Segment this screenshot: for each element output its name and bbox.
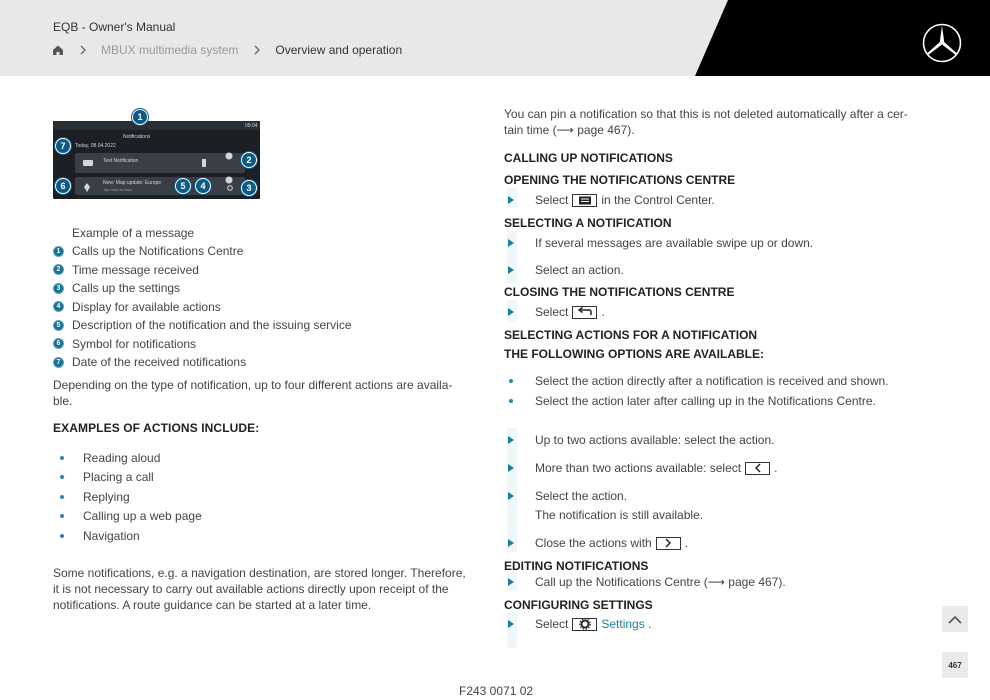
legend-text: Display for available actions: [72, 299, 221, 314]
heading-options: THE FOLLOWING OPTIONS ARE AVAILABLE:: [504, 347, 764, 361]
heading-selecting-actions: SELECTING ACTIONS FOR A NOTIFICATION: [504, 328, 758, 342]
settings-gear-icon[interactable]: [572, 618, 597, 631]
legend-text: Description of the notification and the issuing service: [72, 318, 352, 333]
heading-calling-up: CALLING UP NOTIFICATIONS: [504, 151, 673, 165]
callout-5: 5: [175, 178, 191, 194]
screen-item-1: Test Notification: [103, 158, 139, 164]
legend-number: 7: [53, 357, 64, 368]
paragraph-line: tain time (⟶ page 467).: [504, 123, 635, 137]
notifications-centre-button-icon[interactable]: [572, 194, 597, 207]
paragraph-line: Depending on the type of notification, up to four different actions are availa-: [53, 378, 453, 392]
legend-number: 3: [53, 283, 64, 294]
option-item: Select the action directly after a notification is received and shown.: [509, 373, 889, 389]
breadcrumb: [52, 42, 402, 58]
dots-icon: [201, 159, 207, 167]
step-arrow-icon: [508, 464, 514, 472]
figure-caption: Example of a message: [72, 226, 195, 240]
paragraph-line: ble.: [53, 394, 73, 408]
option-item: Select the action later after calling up in the Notifications Centre.: [509, 393, 876, 409]
list-item: Replying: [60, 487, 202, 507]
heading-closing: CLOSING THE NOTIFICATIONS CENTRE: [504, 285, 735, 299]
legend-number: 4: [53, 301, 64, 312]
callout-6: 6: [55, 178, 71, 194]
legend-text: Calls up the settings: [72, 281, 181, 296]
paragraph-line: notifications. A route guidance can be started at a later time.: [53, 598, 372, 612]
paragraph-line: Some notifications, e.g. a navigation destination, are stored longer. Therefore,: [53, 566, 466, 580]
step-close: Select .: [508, 304, 605, 320]
step-edit: Call up the Notifications Centre (⟶ page 467).: [508, 574, 786, 590]
chevron-right-icon: [79, 45, 87, 55]
legend-number: 1: [53, 246, 64, 257]
legend-number: 6: [53, 338, 64, 349]
heading-editing: EDITING NOTIFICATIONS: [504, 559, 649, 573]
step-arrow-icon: [508, 578, 514, 586]
chevron-up-icon: [948, 615, 962, 624]
list-item: Reading aloud: [60, 448, 202, 468]
screen-title: Notifications: [123, 134, 151, 140]
chevron-right-button-icon[interactable]: [656, 537, 681, 550]
step-close-actions: Close the actions with .: [508, 535, 688, 551]
breadcrumb-current: Overview and operation: [275, 43, 403, 57]
list-item: Calling up a web page: [60, 507, 202, 527]
screen-item-2-sub: Tap here to start: [103, 187, 132, 192]
step-arrow-icon: [508, 492, 514, 500]
examples-list: [60, 448, 202, 546]
paragraph-line: You can pin a notification so that this is not deleted automatically after a cer-: [504, 107, 908, 121]
mercedes-star-logo-icon: [921, 22, 963, 64]
chevron-right-icon: [253, 45, 261, 55]
step-open: Select in the Control Center.: [508, 192, 715, 208]
legend-text: Symbol for notifications: [72, 336, 197, 351]
callout-3: 3: [241, 180, 257, 196]
legend-item: [53, 316, 352, 335]
examples-heading: EXAMPLES OF ACTIONS INCLUDE:: [53, 421, 260, 435]
document-title: EQB - Owner's Manual: [53, 20, 176, 34]
legend-text: Time message received: [72, 262, 199, 277]
paragraph-line: it is not necessary to carry out available actions directly upon receipt of the: [53, 582, 449, 596]
notification-symbol-icon: [84, 183, 90, 192]
callout-2: 2: [241, 152, 257, 168]
legend-text: Date of the received notifications: [72, 355, 247, 370]
list-item: Placing a call: [60, 468, 202, 488]
heading-selecting: SELECTING A NOTIFICATION: [504, 216, 672, 230]
screen-date: Today, 08.04.2022: [75, 143, 116, 149]
actions-paragraph: [53, 377, 452, 409]
callout-7: 7: [55, 138, 71, 154]
heading-configuring: CONFIGURING SETTINGS: [504, 598, 653, 612]
screen-card-1: [75, 153, 245, 173]
breadcrumb-link-mbux[interactable]: MBUX multimedia system: [101, 43, 239, 57]
legend-number: 5: [53, 320, 64, 331]
chat-icon: [83, 160, 93, 167]
storage-paragraph: [53, 565, 466, 613]
screen-item-2: New: Map update: Europe: [103, 180, 162, 186]
legend-item: [53, 279, 352, 298]
step-two-actions: Up to two actions available: select the action.: [508, 432, 774, 448]
legend-item: [53, 242, 352, 261]
toggle-dot-icon: [225, 176, 233, 184]
step-result: The notification is still available.: [535, 508, 704, 522]
step-arrow-icon: [508, 239, 514, 247]
legend-list: [53, 242, 352, 372]
step-configure: Select Settings .: [508, 616, 651, 632]
figure-id: F243 0071 02: [459, 684, 534, 698]
settings-link[interactable]: Settings: [601, 617, 645, 631]
step-arrow-icon: [508, 436, 514, 444]
toggle-dot-icon: [225, 152, 233, 160]
back-arrow-button-icon[interactable]: [572, 306, 597, 319]
step-arrow-icon: [508, 266, 514, 274]
legend-text: Calls up the Notifications Centre: [72, 244, 244, 259]
step-arrow-icon: [508, 539, 514, 547]
list-item: Navigation: [60, 526, 202, 546]
legend-number: 2: [53, 264, 64, 275]
heading-opening: OPENING THE NOTIFICATIONS CENTRE: [504, 173, 736, 187]
legend-item: [53, 353, 352, 372]
step-more-actions: More than two actions available: select .: [508, 460, 777, 476]
step-swipe: If several messages are available swipe up or down.: [508, 235, 813, 251]
step-select-action: Select an action.: [508, 262, 624, 278]
page-number-button[interactable]: 467: [942, 652, 968, 678]
chevron-left-button-icon[interactable]: [745, 462, 770, 475]
step-arrow-icon: [508, 308, 514, 316]
step-select-the-action: Select the action.: [508, 488, 627, 504]
callout-1: 1: [132, 109, 148, 125]
screen-time: 09:04: [245, 123, 258, 129]
home-icon[interactable]: [52, 44, 64, 56]
legend-item: [53, 335, 352, 354]
legend-item: [53, 261, 352, 280]
callout-4: 4: [195, 178, 211, 194]
settings-ring-icon: [227, 185, 233, 191]
notification-screen-illustration: [53, 112, 260, 199]
pin-paragraph: [504, 106, 908, 138]
screen-topbar: [53, 121, 260, 130]
legend-item: [53, 298, 352, 317]
step-arrow-icon: [508, 620, 514, 628]
scroll-to-top-button[interactable]: [942, 606, 968, 632]
step-arrow-icon: [508, 196, 514, 204]
